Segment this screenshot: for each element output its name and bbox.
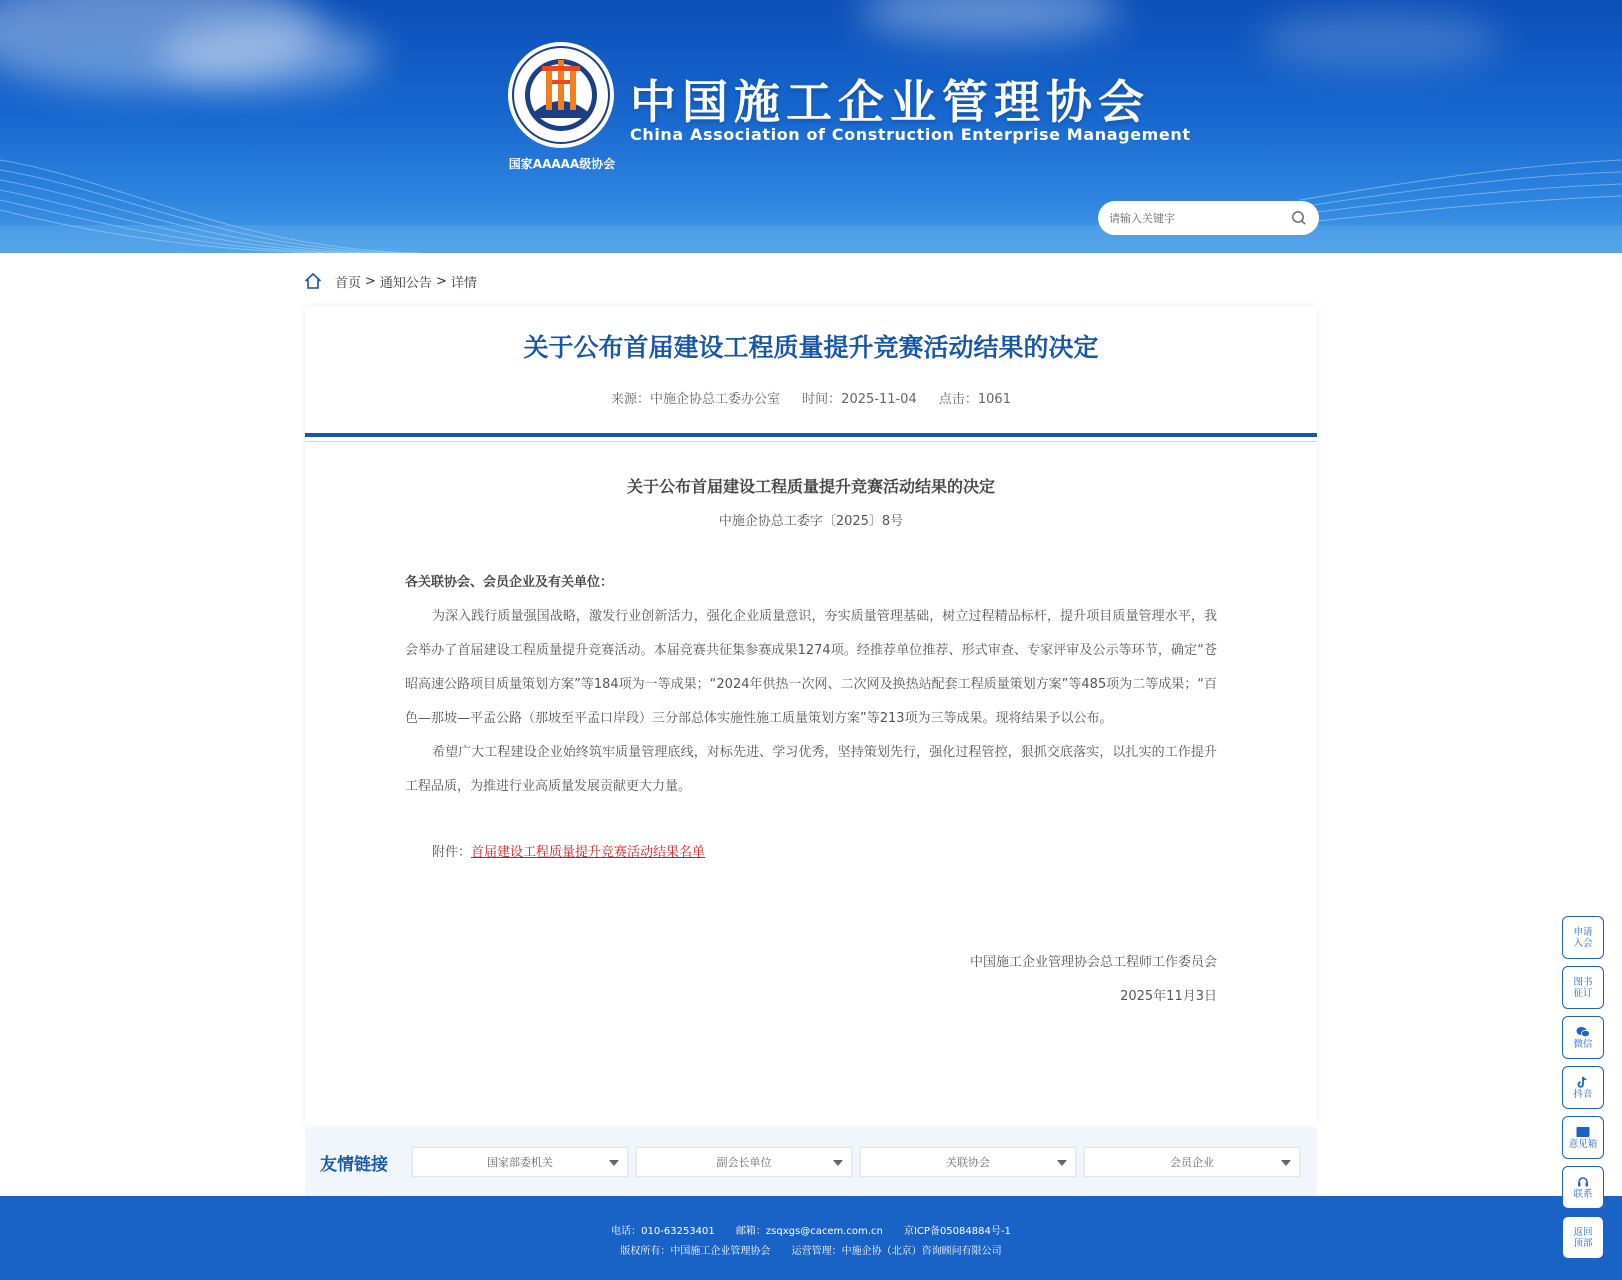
body-paragraph: 希望广大工程建设企业始终筑牢质量管理底线，对标先进、学习优秀，坚持策划先行，强化过程管控，狠抓交底落实，以扎实的工作提升工程品质，为推进行业高质量发展贡献更大力量。: [405, 745, 1217, 794]
side-button-label: 申请: [1573, 926, 1593, 938]
title-divider: [305, 433, 1317, 437]
friend-link-select[interactable]: [860, 1147, 1076, 1177]
douyin-icon: [1576, 1076, 1590, 1088]
breadcrumb: [303, 271, 477, 291]
side-float-bar: [1562, 916, 1604, 1266]
document-title: 关于公布首届建设工程质量提升竞赛活动结果的决定: [626, 477, 995, 496]
side-button-label: 入会: [1573, 937, 1593, 949]
title-divider-thin: [305, 441, 1317, 442]
side-button-label: 返回: [1573, 1226, 1593, 1238]
side-button-label: 联系: [1573, 1188, 1593, 1200]
search-box: [1098, 201, 1319, 235]
contact-button[interactable]: [1562, 1166, 1604, 1209]
site-subtitle: China Association of Construction Enterprise Management: [630, 125, 1191, 144]
attachment-link[interactable]: 首届建设工程质量提升竞赛活动结果名单: [471, 845, 706, 860]
breadcrumb-separator: >: [365, 273, 376, 289]
signoff: [970, 946, 1217, 1014]
chevron-down-icon: [1281, 1160, 1291, 1166]
footer-email: 邮箱：zsqxgs@cacem.com.cn: [735, 1226, 883, 1237]
side-button-label: 意见箱: [1568, 1138, 1598, 1150]
footer: [0, 1196, 1622, 1280]
wechat-button[interactable]: [1562, 1016, 1604, 1059]
article-title: 关于公布首届建设工程质量提升竞赛活动结果的决定: [523, 333, 1099, 362]
chevron-down-icon: [833, 1160, 843, 1166]
apply-membership-button[interactable]: [1562, 916, 1604, 959]
header-banner: [0, 0, 1622, 253]
footer-copyright-line: [0, 1242, 1622, 1257]
side-button-label: 顶部: [1573, 1237, 1593, 1249]
footer-copyright: 版权所有：中国施工企业管理协会: [620, 1246, 771, 1257]
article-clicks: 点击：1061: [938, 392, 1011, 407]
footer-icp[interactable]: 京ICP备05084884号-1: [903, 1226, 1011, 1237]
search-icon[interactable]: [1289, 208, 1309, 228]
article-card: [305, 306, 1317, 1126]
friend-links-bar: [305, 1128, 1317, 1196]
attachment-row: [405, 836, 1217, 870]
wechat-icon: [1576, 1026, 1590, 1038]
side-button-label: 抖音: [1573, 1088, 1593, 1100]
signoff-organization: 中国施工企业管理协会总工程师工作委员会: [969, 955, 1217, 970]
cloud-decoration: [1260, 10, 1500, 70]
footer-phone: 电话：010-63253401: [611, 1226, 715, 1237]
breadcrumb-current: 详情: [450, 275, 477, 291]
cloud-decoration: [160, 20, 380, 90]
suggestion-box-button[interactable]: [1562, 1116, 1604, 1159]
body-paragraph: 为深入践行质量强国战略，激发行业创新活力，强化企业质量意识，夯实质量管理基础，树立过程精品标杆，提升项目质量管理水平，我会举办了首届建设工程质量提升竞赛活动。本届竞赛共征集参赛成果1274项。经推荐单位推荐、形式审查、专家评审及公示等环节，确定“苍昭高速公路项目质量策划方案”等184项为一等成果；“2024年供热一次网、二次网及换热站配套工程质量策划方案”等485项为二等成果；“百色—那坡—平孟公路（那坡至平孟口岸段）三分部总体实施性施工质量策划方案”等213项为三等成果。现将结果予以公布。: [405, 609, 1217, 726]
friend-link-select[interactable]: [1084, 1147, 1300, 1177]
side-button-label: 征订: [1573, 987, 1593, 999]
side-button-label: 微信: [1573, 1038, 1593, 1050]
document-number: 中施企协总工委字〔2025〕8号: [718, 514, 904, 529]
footer-contact-line: [0, 1222, 1622, 1237]
breadcrumb-separator: >: [435, 273, 447, 289]
friend-link-select[interactable]: [412, 1147, 628, 1177]
mailbox-icon: [1576, 1126, 1590, 1138]
headset-icon: [1576, 1176, 1590, 1188]
breadcrumb-section-link[interactable]: 通知公告: [379, 275, 432, 291]
side-button-label: 图书: [1573, 976, 1593, 988]
home-icon[interactable]: [303, 271, 323, 291]
article-body: [405, 566, 1217, 870]
association-logo[interactable]: [506, 40, 616, 150]
logo-caption: 国家AAAAA级协会: [508, 157, 616, 171]
article-meta: [305, 388, 1317, 407]
search-input[interactable]: [1109, 212, 1289, 225]
chevron-down-icon: [1057, 1160, 1067, 1166]
attachment-label: 附件：: [432, 845, 472, 860]
logo-icon: [506, 40, 616, 150]
book-subscription-button[interactable]: [1562, 966, 1604, 1009]
breadcrumb-home-link[interactable]: 首页: [335, 275, 362, 291]
select-label: 国家部委机关: [487, 1156, 553, 1169]
douyin-button[interactable]: [1562, 1066, 1604, 1109]
article-time: 时间：2025-11-04: [802, 392, 917, 407]
signoff-date: 2025年11月3日: [1120, 989, 1217, 1004]
salutation: 各关联协会、会员企业及有关单位：: [405, 575, 614, 590]
chevron-down-icon: [609, 1160, 619, 1166]
article-source: 来源：中施企协总工委办公室: [611, 392, 781, 407]
friend-link-select[interactable]: [636, 1147, 852, 1177]
back-to-top-button[interactable]: [1562, 1216, 1604, 1259]
cloud-decoration: [860, 0, 1120, 40]
site-title: 中国施工企业管理协会: [630, 75, 1150, 129]
select-label: 关联协会: [946, 1156, 990, 1169]
select-label: 副会长单位: [716, 1156, 772, 1169]
footer-operator: 运营管理：中施企协（北京）咨询顾问有限公司: [791, 1246, 1002, 1257]
select-label: 会员企业: [1170, 1156, 1214, 1169]
friend-links-title: 友情链接: [320, 1154, 388, 1175]
